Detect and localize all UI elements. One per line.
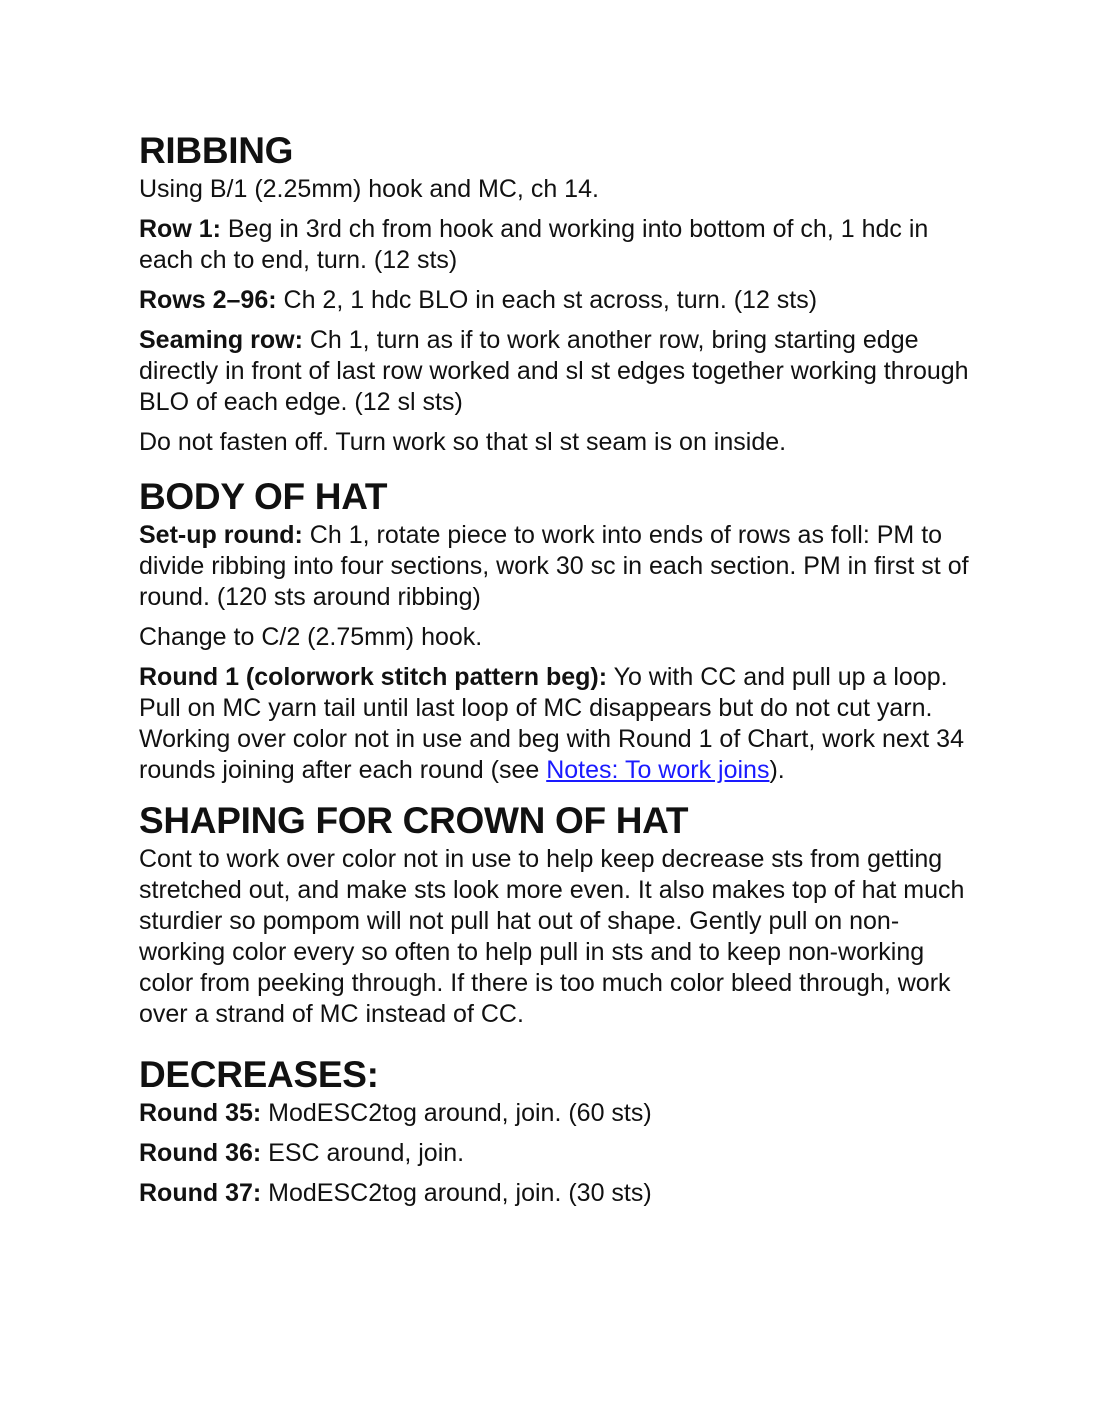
ribbing-intro: Using B/1 (2.25mm) hook and MC, ch 14. [139,175,599,203]
seam-label: Seaming row: [139,326,303,354]
round-36 [139,1138,969,1169]
body-setup [139,520,969,613]
setup-label: Set-up round: [139,521,303,549]
round1-text: Yo with CC and pull up a loop. Pull on MC yarn tail until last loop of MC disappears but do not cut yarn. Working over color not in use and beg with Round 1 of Chart, work next 34 rounds joining after each round (see [139,663,964,784]
rows2-text: Ch 2, 1 hdc BLO in each st across, turn. (12 sts) [276,286,818,314]
notes-join-link[interactable]: Notes: To work joins [546,756,770,784]
heading-ribbing: RIBBING [139,130,294,171]
ribbing-note: Do not fasten off. Turn work so that sl st seam is on inside. [139,428,787,456]
row1-label: Row 1: [139,215,221,243]
round1-label: Round 1 (colorwork stitch pattern beg): [139,663,608,691]
r35-label: Round 35: [139,1099,262,1127]
r36-label: Round 36: [139,1139,262,1167]
ribbing-row1 [139,214,969,276]
pattern-page [139,128,969,1218]
shaping-text: Cont to work over color not in use to help keep decrease sts from getting stretched out, and make sts look more even. It also makes top of hat much sturdier so pompom will not pull hat out of shape. Gently pull on non-working color every so often to help pull in sts and to keep non-working color from peeking through. If there is too much color bleed through, work over a strand of MC instead of CC. [139,845,965,1028]
row1-text: Beg in 3rd ch from hook and working into bottom of ch, 1 hdc in each ch to end, turn. (12 sts) [139,215,929,274]
r36-text: ESC around, join. [261,1139,465,1167]
rows2-label: Rows 2–96: [139,286,277,314]
heading-shaping: SHAPING FOR CROWN OF HAT [139,800,689,841]
heading-decreases: DECREASES: [139,1054,379,1095]
ribbing-seam [139,325,969,418]
r37-label: Round 37: [139,1179,262,1207]
r35-text: ModESC2tog around, join. (60 sts) [261,1099,652,1127]
heading-body: BODY OF HAT [139,476,388,517]
round-35 [139,1098,969,1129]
ribbing-rows2 [139,285,969,316]
body-change: Change to C/2 (2.75mm) hook. [139,623,483,651]
seam-text: Ch 1, turn as if to work another row, bring starting edge directly in front of last row worked and sl st edges together working through BLO of each edge. (12 sl sts) [139,326,969,416]
setup-text: Ch 1, rotate piece to work into ends of rows as foll: PM to divide ribbing into four sections, work 30 sc in each section. PM in first st of round. (120 sts around ribbing) [139,521,969,611]
body-round1 [139,662,969,786]
round1-end: ). [769,756,785,784]
r37-text: ModESC2tog around, join. (30 sts) [261,1179,652,1207]
round-37 [139,1178,969,1209]
